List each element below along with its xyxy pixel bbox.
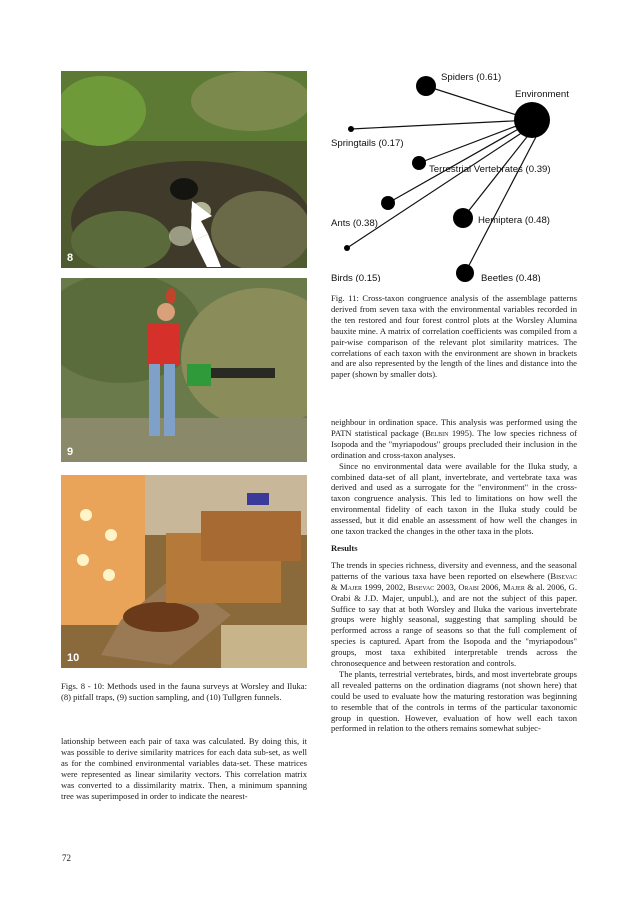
suction-sampling-image xyxy=(61,278,307,462)
label-spiders: Spiders (0.61) xyxy=(441,72,502,83)
right-paragraph-4: The plants, terrestrial vertebrates, birds, and most invertebrate groups all revealed patterns on the ordination diagrams (not shown here) that could be used to evaluate how the maturing restoration was beginning to resemble that of the controls in terms of the particular taxonomic group in question. However, evaluation of how well each taxon performed in relation to the others remains somewhat subjec- xyxy=(331,668,577,734)
tullgren-funnels-image xyxy=(61,475,307,668)
right-column-text xyxy=(331,417,577,734)
figure-9-photo xyxy=(61,278,307,462)
figure-10-number: 10 xyxy=(67,652,80,664)
node-environment xyxy=(514,102,550,138)
right-paragraph-3: The trends in species richness, diversity and evenness, and the seasonal patterns of the various taxa have been reported on elsewhere (Bisevac & Majer 1999, 2002, Bisevac 2003, Orabi 2006, Majer & al. 2006, G. Orabi & J.D. Majer, unpubl.), and are not the subject of this paper. Suffice to say that at both Worsley and Iluka the various invertebrate groups were highly seasonal, suggesting that sampling should be performed across a range of seasons so that the full complement of species is captured. Apart from the Isopoda and the "myriapodous" groups, most taxa exhibited interpretable trends across the chronosequence and between restoration and controls. xyxy=(331,559,577,669)
node-ants xyxy=(381,196,395,210)
label-hemiptera: Hemiptera (0.48) xyxy=(478,215,550,226)
figure-9-number: 9 xyxy=(67,446,74,458)
label-birds: Birds (0.15) xyxy=(331,273,381,282)
right-paragraph-1: neighbour in ordination space. This analysis was performed using the PATN statistical package (Belbin 1995). The low species richness of Isopoda and the "myriapodous" groups precluded their inclusion in the ordination and cross-taxon analyses. xyxy=(331,417,577,460)
diagram-edges xyxy=(347,86,538,273)
results-heading: Results xyxy=(331,542,358,553)
edge-beetles xyxy=(465,133,538,273)
figure-8-photo xyxy=(61,71,307,268)
pitfall-trap-image xyxy=(61,71,307,268)
node-beetles xyxy=(456,264,474,282)
left-paragraph: lationship between each pair of taxa was calculated. By doing this, it was possible to derive similarity matrices for each data sub-set, as well as for the combined environmental variables data-set. These matrices were represented as linear similarity vectors. This correlation matrix was converted to a dissimilarity matrix. Then, a minimum spanning tree was superimposed in order to indicate the nearest- xyxy=(61,736,307,801)
diagram-nodes xyxy=(344,76,550,282)
figure-11-caption: Fig. 11: Cross-taxon congruence analysis of the assemblage patterns derived from seven taxa with the environmental variables recorded in the ten restored and four forest control plots at the Worsley Alumina bauxite mine. A matrix of correlation coefficients was compiled from a pair-wise comparison of the relevant plot similarity matrices. The correlations of each taxon with the environment are shown in brackets and are also represented by the length of the lines and distance into the paper (shown by smaller dots). xyxy=(331,293,577,380)
right-paragraph-2: Since no environmental data were available for the Iluka study, a combined data-set of all plant, invertebrate, and vertebrate taxa was derived and used as a surrogate for the "environment" in the cross-taxon congruence analysis. This led to limitations on how well the environmental fidelity of each taxon in the Iluka study could be assessed, but it did enable an assessment of how well the changes in one taxon tracked the changes in the other taxa in the plots. xyxy=(331,460,577,537)
edge-hemiptera xyxy=(463,133,530,218)
label-ants: Ants (0.38) xyxy=(331,218,378,229)
node-hemiptera xyxy=(453,208,473,228)
left-column-text xyxy=(61,736,307,801)
edge-springtails xyxy=(351,120,532,129)
node-terrestrial xyxy=(412,156,426,170)
cross-taxon-congruence-diagram xyxy=(331,68,583,282)
label-beetles: Beetles (0.48) xyxy=(481,273,541,282)
label-environment: Environment xyxy=(515,89,569,100)
figures-8-10-caption: Figs. 8 - 10: Methods used in the fauna surveys at Worsley and Iluka: (8) pitfall traps, (9) suction sampling, and (10) Tullgren funnels. xyxy=(61,681,307,702)
figure-10-photo xyxy=(61,475,307,668)
label-springtails: Springtails (0.17) xyxy=(331,138,404,149)
edge-terrestrial xyxy=(419,120,532,163)
node-birds xyxy=(344,245,350,251)
page-number: 72 xyxy=(62,853,71,863)
node-spiders xyxy=(416,76,436,96)
label-terrestrial: Terrestrial Vertebrates (0.39) xyxy=(429,164,551,175)
node-springtails xyxy=(348,126,354,132)
figure-8-number: 8 xyxy=(67,252,74,264)
